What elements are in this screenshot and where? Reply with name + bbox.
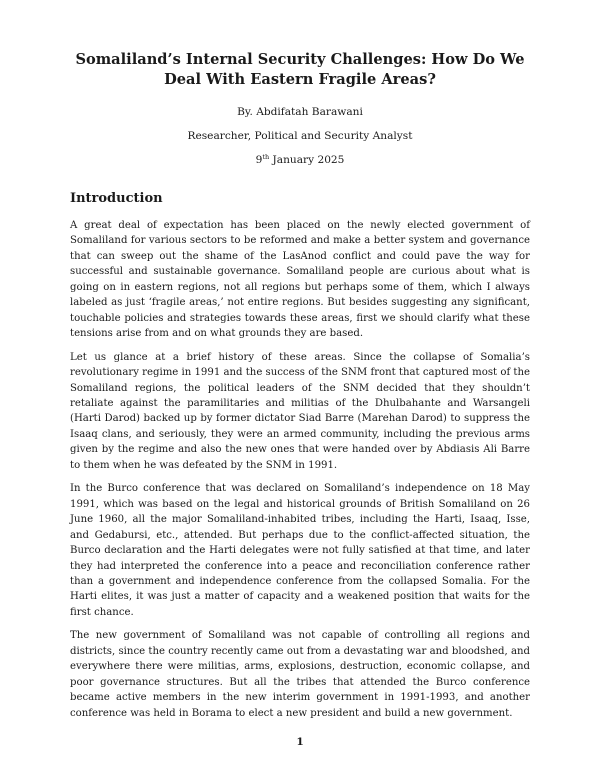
page-number: 1	[296, 736, 304, 748]
paragraph: Let us glance at a brief history of these areas. Since the collapse of Somalia’s revolutionary regime in 1991 and the success of the SNM front that captured most of the Somaliland regions, the political leaders of the SNM decided that they shouldn’t retaliate against the paramilitaries and militias of the Dhulbahante and Warsangeli (Harti Darod) backed up by former dictator Siad Barre (Marehan Darod) to suppress the Isaaq clans, and seriously, they were an armed community, including the previous arms given by the regime and also the new ones that were handed over by Abdiasis Ali Barre to them when he was defeated by the SNM in 1991.	[70, 351, 530, 471]
date-day: 9	[255, 154, 263, 166]
date-month-year: January 2025	[269, 154, 345, 166]
paragraph: In the Burco conference that was declared on Somaliland’s independence on 18 May 1991, which was based on the legal and historical grounds of British Somaliland on 26 June 1960, all the major Somaliland-inhabited tribes, including the Harti, Isaaq, Isse, and Gedabursi, etc., attended. But perhaps due to the conflict-affected situation, the Burco declaration and the Harti delegates were not fully satisfied at that time, and later they had interpreted the conference into a peace and reconciliation conference rather than a government and independence conference from the collapsed Somalia. For the Harti elites, it was just a matter of capacity and a weakened position that waits for the first chance.	[70, 483, 530, 618]
section-heading: Introduction	[70, 191, 163, 206]
document-title: Somaliland’s Internal Security Challenges: How Do We Deal With Eastern Fragile Areas?	[75, 51, 525, 88]
author-role: Researcher, Political and Security Analyst	[187, 130, 413, 142]
paragraph: A great deal of expectation has been placed on the newly elected government of Somaliland for various sectors to be reformed and make a better system and governance that can sweep out the shame of the LasAnod conflict and could pave the way for successful and sustainable governance. Somaliland people are curious about what is going on in eastern regions, not all regions but perhaps some of them, which I always labeled as just ‘fragile areas,’ not entire regions. But besides suggesting any significant, touchable policies and strategies towards these areas, first we should clarify what these tensions arise from and on what grounds they are based.	[70, 220, 530, 340]
publication-date	[70, 153, 530, 167]
paragraph: The new government of Somaliland was not capable of controlling all regions and districts, since the country recently came out from a devastating war and bloodshed, and everywhere there were militias, arms, explosions, destruction, economic collapse, and poor governance structures. But all the tribes that attended the Burco conference became active members in the new interim government in 1991-1993, and another conference was held in Borama to elect a new president and build a new government.	[70, 630, 530, 719]
author-byline: By. Abdifatah Barawani	[237, 106, 363, 118]
date-ordinal-suffix: th	[262, 153, 270, 161]
